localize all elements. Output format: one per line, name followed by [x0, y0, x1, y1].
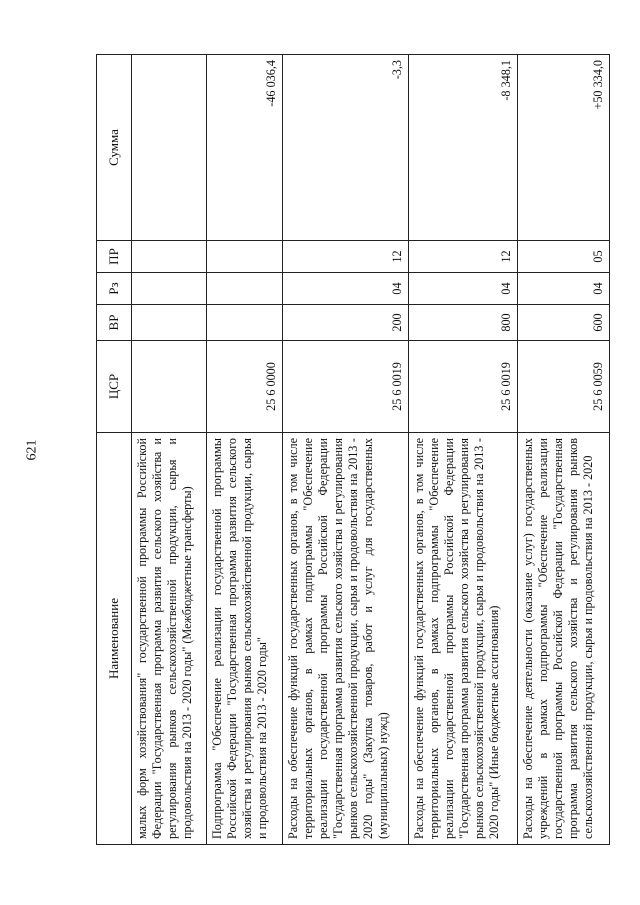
row-pr: 05: [517, 241, 609, 273]
table-row: [517, 55, 609, 845]
row-csr: 25 6 0000: [207, 341, 282, 433]
header-pr: ПР: [97, 241, 132, 273]
row-sum: -3,3: [282, 55, 408, 241]
row-csr: 25 6 0019: [282, 341, 408, 433]
row-sum: -46 036,4: [207, 55, 282, 241]
row-vr: [207, 305, 282, 341]
row-rz: 04: [282, 273, 408, 305]
row-rz: 04: [517, 273, 609, 305]
row-sum: -8 348,1: [408, 55, 517, 241]
row-name: малых форм хозяйствования" государственной программы Российской Федерации "Государственная программа развития сельского хозяйства и регулирования рынков сельскохозяйственной продукции, сырья и продовольствия на 2013 - 2020 годы" (Межбюджетные трансферты): [132, 433, 207, 845]
row-pr: 12: [282, 241, 408, 273]
header-name: Наименование: [97, 433, 132, 845]
row-pr: [132, 241, 207, 273]
row-rz: [207, 273, 282, 305]
row-csr: 25 6 0059: [517, 341, 609, 433]
table-row: [207, 55, 282, 845]
row-vr: 800: [408, 305, 517, 341]
header-vr: ВР: [97, 305, 132, 341]
row-name: Расходы на обеспечение деятельности (оказание услуг) государственных учреждений в рамках подпрограммы "Обеспечение реализации государственной программы Российской Федерации "Государственная программа развития сельского хозяйства и регулирования рынков сельскохозяйственной продукции, сырья и продовольствия на 2013 - 2020: [517, 433, 609, 845]
row-vr: [132, 305, 207, 341]
page-number: 621: [24, 439, 40, 461]
row-csr: 25 6 0019: [408, 341, 517, 433]
row-rz: 04: [408, 273, 517, 305]
table-row: [282, 55, 408, 845]
header-sum: Сумма: [97, 55, 132, 241]
row-rz: [132, 273, 207, 305]
budget-table-wrapper: [96, 55, 610, 845]
row-name: Подпрограмма "Обеспечение реализации государственной программы Российской Федерации "Государственная программа развития сельского хозяйства и регулирования рынков сельскохозяйственной продукции, сырья и продовольствия на 2013 - 2020 годы": [207, 433, 282, 845]
header-csr: ЦСР: [97, 341, 132, 433]
row-name: Расходы на обеспечение функций государственных органов, в том числе территориальных органов, в рамках подпрограммы "Обеспечение реализации государственной программы Российской Федерации "Государственная программа развития сельского хозяйства и регулирования рынков сельскохозяйственной продукции, сырья и продовольствия на 2013 - 2020 годы" (Иные бюджетные ассигнования): [408, 433, 517, 845]
budget-table: [96, 54, 610, 845]
row-vr: 600: [517, 305, 609, 341]
row-sum: +50 334,0: [517, 55, 609, 241]
table-row: [408, 55, 517, 845]
row-pr: 12: [408, 241, 517, 273]
table-header-row: [97, 55, 132, 845]
row-csr: [132, 341, 207, 433]
row-sum: [132, 55, 207, 241]
row-vr: 200: [282, 305, 408, 341]
header-rz: Рз: [97, 273, 132, 305]
row-pr: [207, 241, 282, 273]
row-name: Расходы на обеспечение функций государственных органов, в том числе территориальных органов, в рамках подпрограммы "Обеспечение реализации государственной программы Российской Федерации "Государственная программа развития сельского хозяйства и регулирования рынков сельскохозяйственной продукции, сырья и продовольствия на 2013 - 2020 годы" (Закупка товаров, работ и услуг для государственных (муниципальных) нужд): [282, 433, 408, 845]
table-row: [132, 55, 207, 845]
